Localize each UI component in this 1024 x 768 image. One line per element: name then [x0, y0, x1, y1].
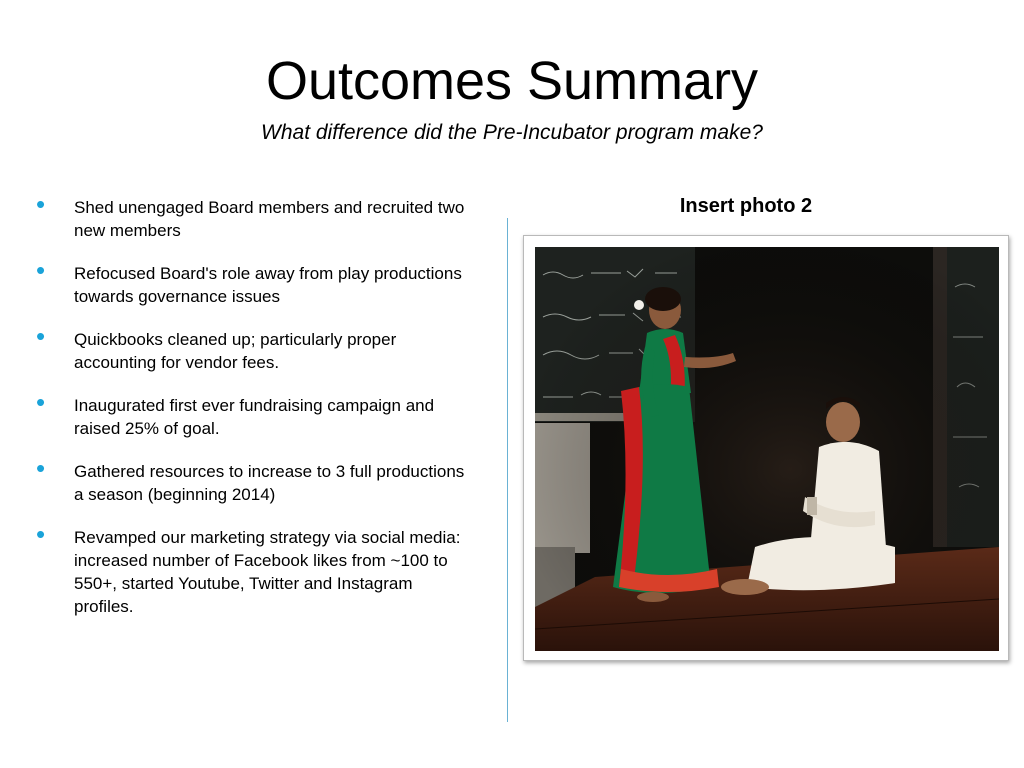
slide-title: Outcomes Summary — [265, 51, 759, 111]
bullet-text: Gathered resources to increase to 3 full productions a season (beginning 2014) — [74, 462, 465, 504]
bullet-icon: • — [36, 321, 46, 351]
slide-subtitle: What difference did the Pre-Incubator program make? — [261, 121, 763, 144]
bullet-text: Quickbooks cleaned up; particularly proper accounting for vendor fees. — [74, 330, 397, 372]
bullet-text: Inaugurated first ever fundraising campaign and raised 25% of goal. — [74, 396, 435, 438]
bullet-text: Shed unengaged Board members and recruited two new members — [74, 198, 465, 240]
bullet-icon: • — [36, 255, 46, 285]
bullet-icon: • — [36, 453, 46, 483]
photo-caption: Insert photo 2 — [679, 195, 813, 217]
bullet-item — [36, 387, 472, 440]
photo-frame — [523, 235, 1009, 661]
bullet-icon: • — [36, 387, 46, 417]
bullet-icon: • — [36, 519, 46, 549]
bullet-item — [36, 255, 472, 308]
stage-photo — [535, 247, 999, 651]
bullet-item — [36, 189, 472, 242]
bullet-text: Revamped our marketing strategy via social media: increased number of Facebook likes from ~100 to 550+, started Youtube, Twitter and Instagram profiles. — [74, 528, 461, 616]
bullet-item — [36, 453, 472, 506]
bullet-item — [36, 321, 472, 374]
bullet-item — [36, 519, 472, 618]
column-divider — [507, 218, 508, 722]
bullet-list — [36, 189, 472, 638]
bullet-text: Refocused Board's role away from play productions towards governance issues — [74, 264, 462, 306]
bullet-icon: • — [36, 189, 46, 219]
